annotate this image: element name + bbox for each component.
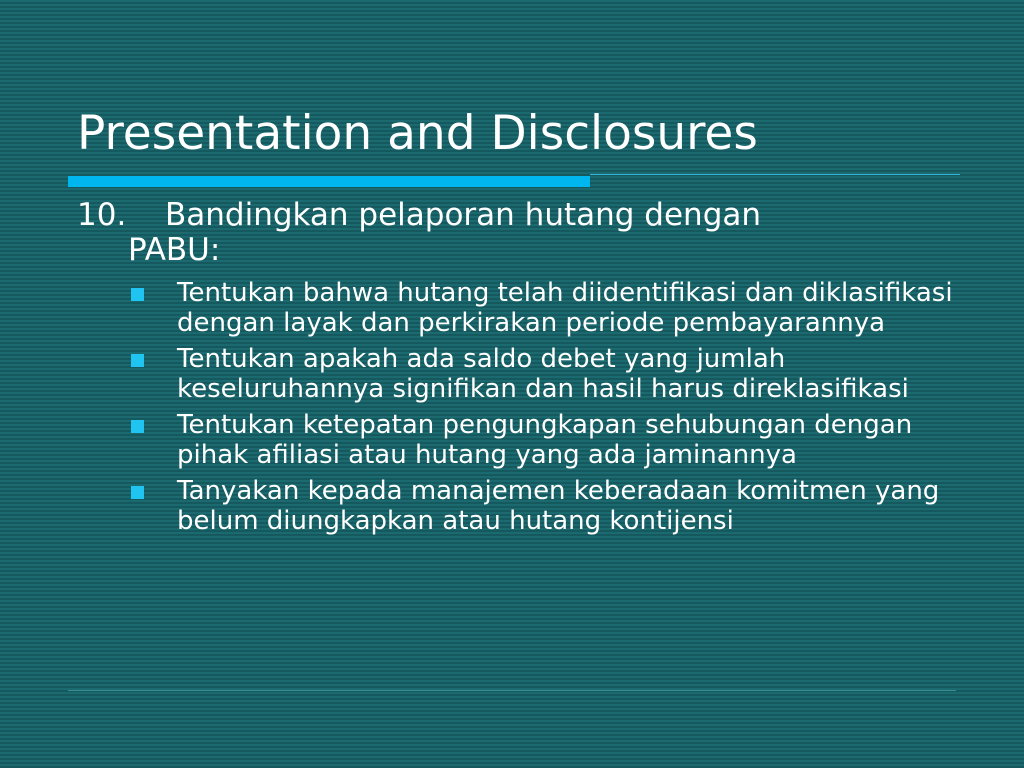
sub-point-text: Tanyakan kepada manajemen keberadaan komitmen yang belum diungkapkan atau hutang kontijensi <box>177 476 940 536</box>
sub-point-text: Tentukan bahwa hutang telah diidentifikasi dan diklasifikasi dengan layak dan perkirakan periode pembayarannya <box>177 278 953 338</box>
title-underline-thin <box>590 174 960 175</box>
sub-point-list <box>127 278 957 542</box>
square-bullet-icon <box>131 288 144 301</box>
main-point-line2: PABU: <box>128 232 221 268</box>
sub-point <box>127 344 957 404</box>
sub-point <box>127 410 957 470</box>
main-point <box>77 198 957 268</box>
main-point-line1 <box>77 198 957 233</box>
main-point-number: 10. <box>77 197 127 233</box>
sub-point-text: Tentukan ketepatan pengungkapan sehubungan dengan pihak afiliasi atau hutang yang ada jaminannya <box>177 410 913 470</box>
sub-point <box>127 476 957 536</box>
square-bullet-icon <box>131 420 144 433</box>
footer-divider <box>68 690 956 691</box>
main-point-text: Bandingkan pelaporan hutang dengan <box>165 197 762 233</box>
sub-point <box>127 278 957 338</box>
square-bullet-icon <box>131 486 144 499</box>
title-underline-accent <box>68 176 590 187</box>
sub-point-text: Tentukan apakah ada saldo debet yang jumlah keseluruhannya signifikan dan hasil harus direklasifikasi <box>177 344 909 404</box>
square-bullet-icon <box>131 354 144 367</box>
slide-title: Presentation and Disclosures <box>77 106 758 161</box>
